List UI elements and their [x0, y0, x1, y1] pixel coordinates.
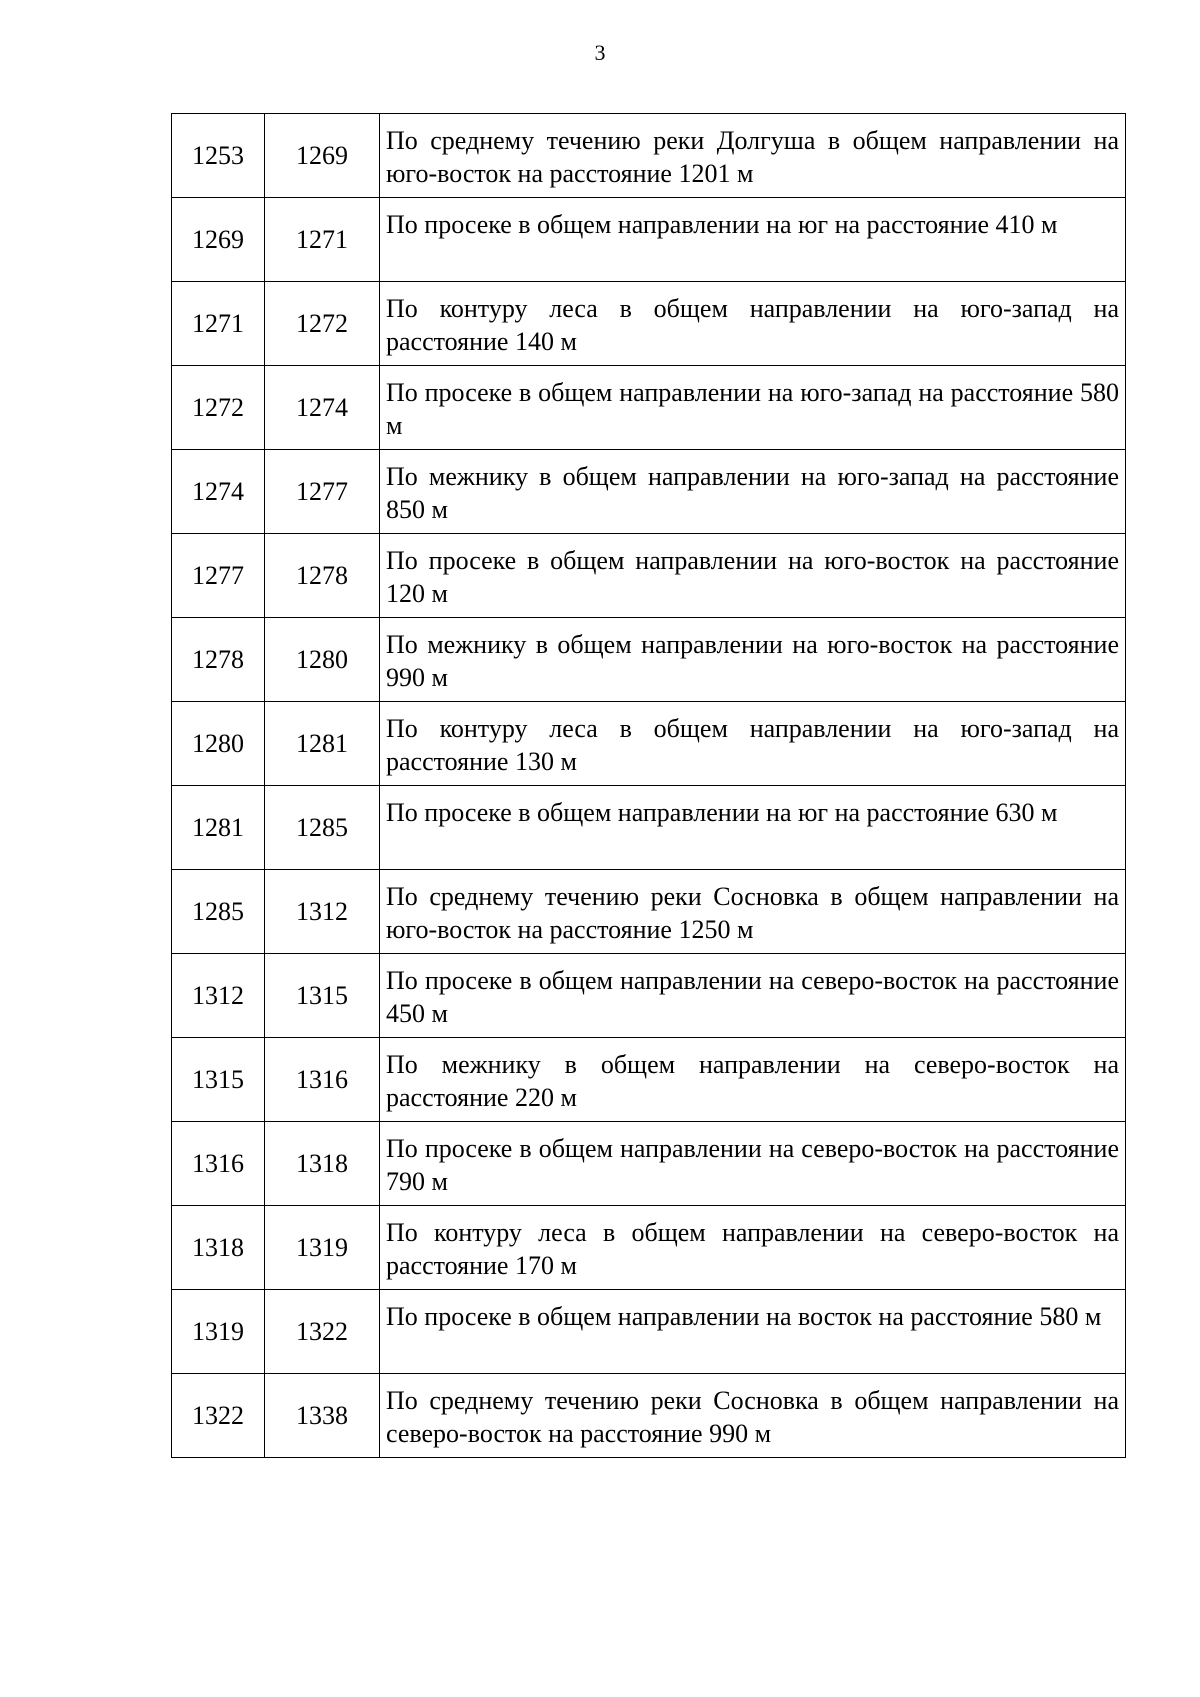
- table-row: [172, 954, 1126, 1038]
- route-description-cell: По контуру леса в общем направлении на северо-восток на расстояние 170 м: [380, 1206, 1126, 1290]
- end-point-cell: 1322: [265, 1290, 380, 1374]
- start-point-cell: 1319: [172, 1290, 265, 1374]
- table-row: [172, 534, 1126, 618]
- start-point-cell: 1316: [172, 1122, 265, 1206]
- end-point-cell: 1278: [265, 534, 380, 618]
- route-description-cell: По просеке в общем направлении на юг на расстояние 410 м: [380, 198, 1126, 282]
- route-description-cell: По просеке в общем направлении на юго-запад на расстояние 580 м: [380, 366, 1126, 450]
- start-point-cell: 1271: [172, 282, 265, 366]
- route-description-cell: По межнику в общем направлении на северо-восток на расстояние 220 м: [380, 1038, 1126, 1122]
- end-point-cell: 1280: [265, 618, 380, 702]
- table-row: [172, 198, 1126, 282]
- table-row: [172, 1374, 1126, 1458]
- end-point-cell: 1316: [265, 1038, 380, 1122]
- start-point-cell: 1280: [172, 702, 265, 786]
- boundary-table: [171, 113, 1126, 1458]
- table-row: [172, 618, 1126, 702]
- table-row: [172, 870, 1126, 954]
- end-point-cell: 1281: [265, 702, 380, 786]
- start-point-cell: 1318: [172, 1206, 265, 1290]
- start-point-cell: 1315: [172, 1038, 265, 1122]
- table-row: [172, 366, 1126, 450]
- table-row: [172, 1038, 1126, 1122]
- table-row: [172, 1122, 1126, 1206]
- route-description-cell: По просеке в общем направлении на восток на расстояние 580 м: [380, 1290, 1126, 1374]
- end-point-cell: 1312: [265, 870, 380, 954]
- route-description-cell: По среднему течению реки Сосновка в общем направлении на юго-восток на расстояние 1250 м: [380, 870, 1126, 954]
- end-point-cell: 1269: [265, 114, 380, 198]
- table-row: [172, 450, 1126, 534]
- table-row: [172, 702, 1126, 786]
- start-point-cell: 1285: [172, 870, 265, 954]
- route-description-cell: По среднему течению реки Долгуша в общем направлении на юго-восток на расстояние 1201 м: [380, 114, 1126, 198]
- table-row: [172, 786, 1126, 870]
- route-description-cell: По среднему течению реки Сосновка в общем направлении на северо-восток на расстояние 990 м: [380, 1374, 1126, 1458]
- table-row: [172, 1290, 1126, 1374]
- start-point-cell: 1253: [172, 114, 265, 198]
- start-point-cell: 1312: [172, 954, 265, 1038]
- route-description-cell: По просеке в общем направлении на юго-восток на расстояние 120 м: [380, 534, 1126, 618]
- start-point-cell: 1269: [172, 198, 265, 282]
- table-row: [172, 1206, 1126, 1290]
- end-point-cell: 1319: [265, 1206, 380, 1290]
- end-point-cell: 1271: [265, 198, 380, 282]
- route-description-cell: По контуру леса в общем направлении на юго-запад на расстояние 130 м: [380, 702, 1126, 786]
- start-point-cell: 1277: [172, 534, 265, 618]
- route-description-cell: По просеке в общем направлении на юг на расстояние 630 м: [380, 786, 1126, 870]
- end-point-cell: 1277: [265, 450, 380, 534]
- end-point-cell: 1315: [265, 954, 380, 1038]
- route-description-cell: По просеке в общем направлении на северо-восток на расстояние 790 м: [380, 1122, 1126, 1206]
- table-row: [172, 282, 1126, 366]
- start-point-cell: 1322: [172, 1374, 265, 1458]
- end-point-cell: 1318: [265, 1122, 380, 1206]
- start-point-cell: 1281: [172, 786, 265, 870]
- route-description-cell: По просеке в общем направлении на северо-восток на расстояние 450 м: [380, 954, 1126, 1038]
- start-point-cell: 1274: [172, 450, 265, 534]
- route-description-cell: По контуру леса в общем направлении на юго-запад на расстояние 140 м: [380, 282, 1126, 366]
- start-point-cell: 1272: [172, 366, 265, 450]
- route-description-cell: По межнику в общем направлении на юго-запад на расстояние 850 м: [380, 450, 1126, 534]
- table-row: [172, 114, 1126, 198]
- end-point-cell: 1338: [265, 1374, 380, 1458]
- start-point-cell: 1278: [172, 618, 265, 702]
- route-description-cell: По межнику в общем направлении на юго-восток на расстояние 990 м: [380, 618, 1126, 702]
- page-number: 3: [594, 40, 606, 65]
- end-point-cell: 1274: [265, 366, 380, 450]
- boundary-table-body: [172, 114, 1126, 1458]
- end-point-cell: 1272: [265, 282, 380, 366]
- end-point-cell: 1285: [265, 786, 380, 870]
